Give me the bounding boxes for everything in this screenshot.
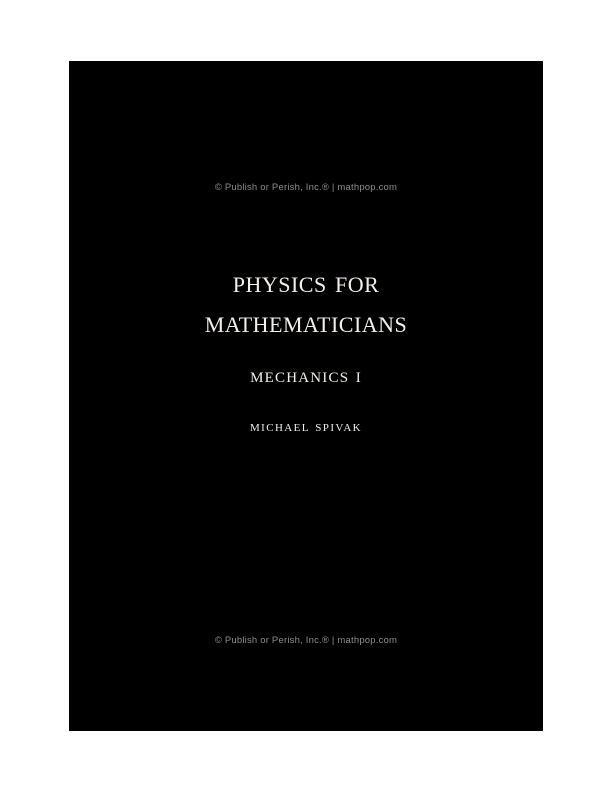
book-cover bbox=[70, 62, 542, 730]
watermark-top: © Publish or Perish, Inc.® | mathpop.com bbox=[214, 182, 398, 193]
book-title-line-2: mathematicians bbox=[204, 303, 408, 339]
book-author: michael spivak bbox=[249, 418, 363, 436]
book-subtitle: mechanics i bbox=[250, 363, 362, 388]
book-title-line-1: physics for bbox=[232, 264, 380, 299]
book-title bbox=[70, 262, 542, 341]
cover-title-block bbox=[70, 262, 542, 436]
watermark-bottom: © Publish or Perish, Inc.® | mathpop.com bbox=[214, 635, 398, 646]
